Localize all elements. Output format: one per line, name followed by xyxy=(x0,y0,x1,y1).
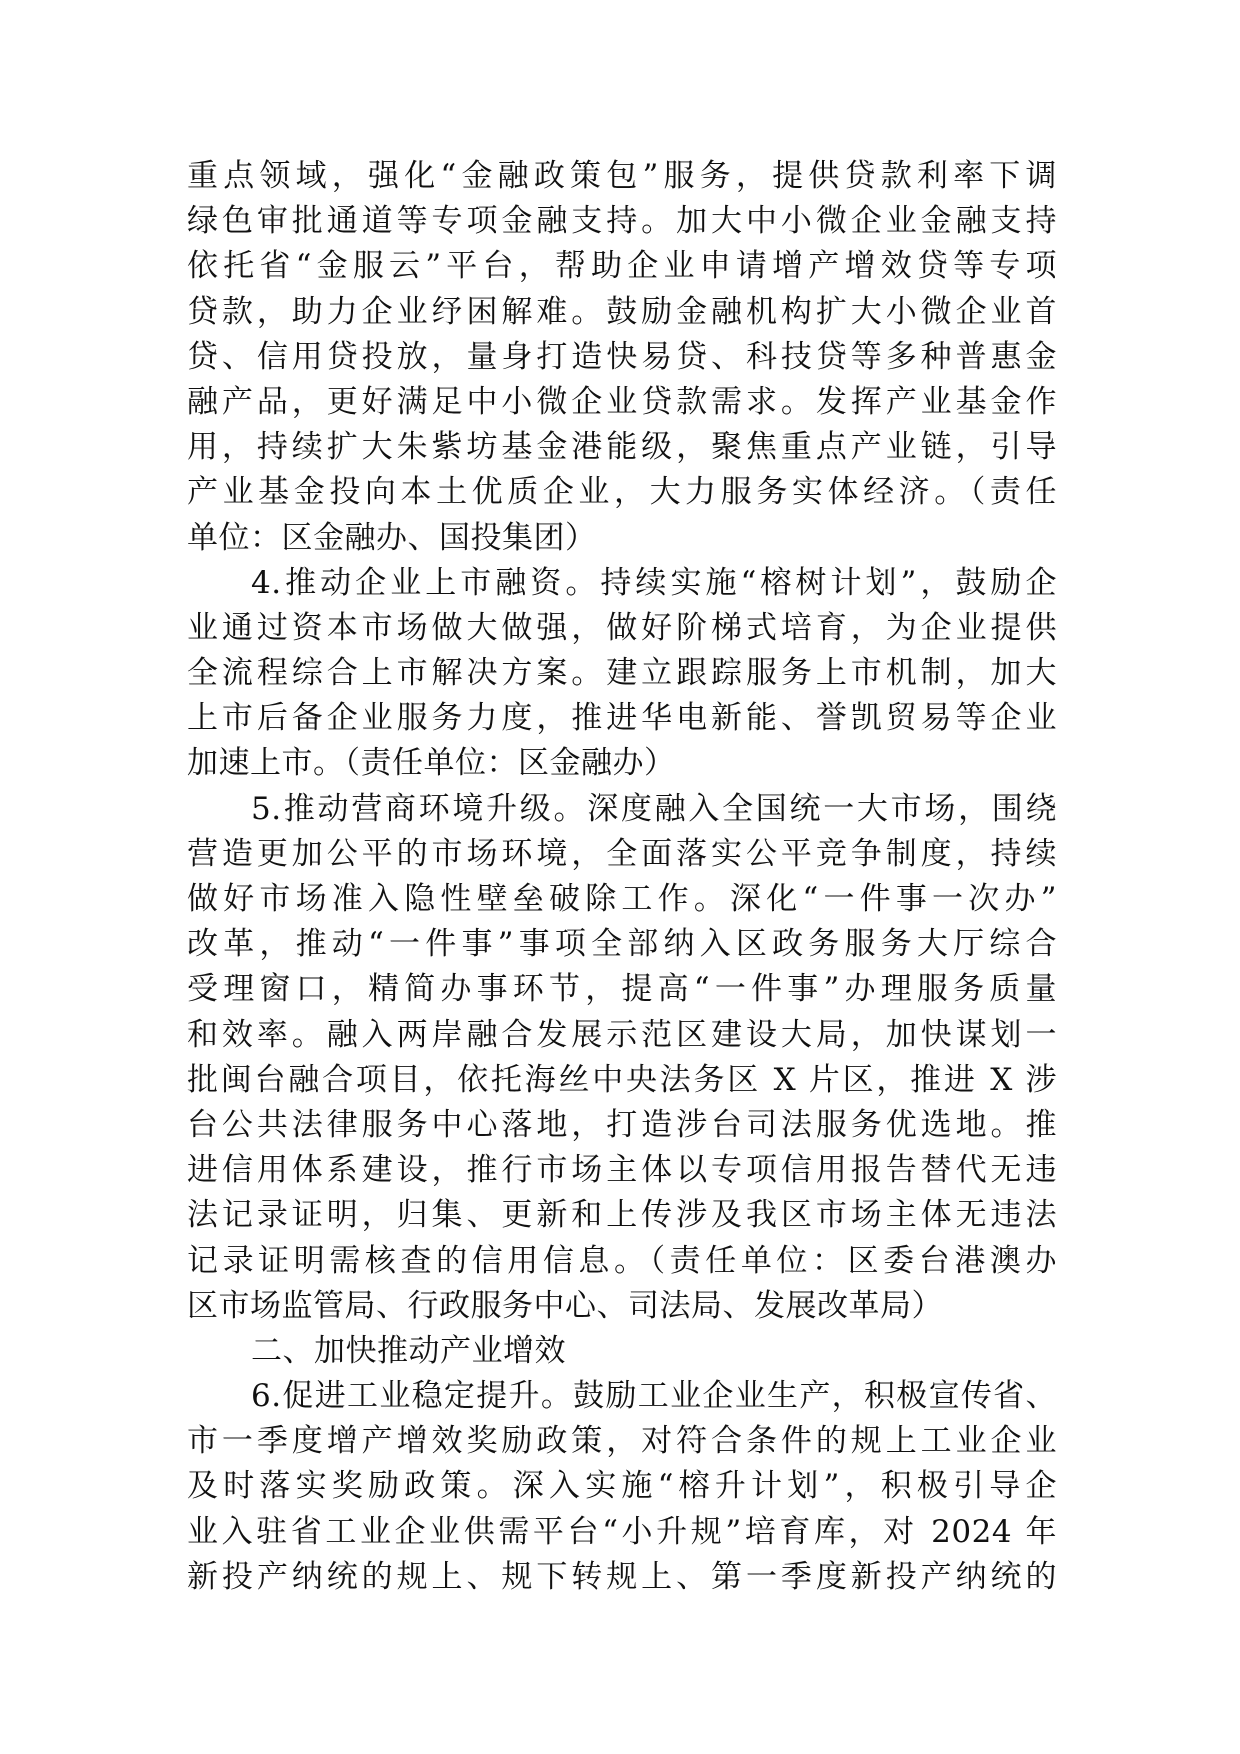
paragraph-first-line: 5.推动营商环境升级。深度融入全国统一大市场，围绕 xyxy=(251,790,1057,827)
document-body xyxy=(187,154,1057,1600)
text-line: 批闽台融合项目，依托海丝中央法务区 X 片区，推进 X 涉 xyxy=(187,1061,1057,1098)
text-line: 融产品，更好满足中小微企业贷款需求。发挥产业基金作 xyxy=(187,383,1057,420)
text-line: 加速上市。（责任单位：区金融办） xyxy=(187,745,676,782)
text-line: 产业基金投向本土优质企业，大力服务实体经济。（责任 xyxy=(187,474,1057,511)
paragraph-first-line: 6.促进工业稳定提升。鼓励工业企业生产，积极宣传省、 xyxy=(251,1378,1057,1415)
text-line: 区市场监管局、行政服务中心、司法局、发展改革局） xyxy=(187,1287,943,1324)
text-line: 业通过资本市场做大做强，做好阶梯式培育，为企业提供 xyxy=(187,609,1057,646)
text-line: 改革，推动“一件事”事项全部纳入区政务服务大厅综合 xyxy=(187,926,1057,963)
text-line: 法记录证明，归集、更新和上传涉及我区市场主体无违法 xyxy=(187,1197,1057,1234)
text-line: 受理窗口，精简办事环节，提高“一件事”办理服务质量 xyxy=(187,971,1057,1008)
text-line: 重点领域，强化“金融政策包”服务，提供贷款利率下调 xyxy=(187,158,1057,194)
text-line: 依托省“金服云”平台，帮助企业申请增产增效贷等专项 xyxy=(187,248,1057,285)
text-line: 新投产纳统的规上、规下转规上、第一季度新投产纳统的 xyxy=(187,1558,1057,1595)
text-line: 单位：区金融办、国投集团） xyxy=(187,519,597,556)
paragraph-first-line: 4.推动企业上市融资。持续实施“榕树计划”，鼓励企 xyxy=(251,564,1057,601)
paragraph-first-line: 二、加快推动产业增效 xyxy=(251,1332,566,1369)
text-line: 贷、信用贷投放，量身打造快易贷、科技贷等多种普惠金 xyxy=(187,338,1057,375)
text-line: 市一季度增产增效奖励政策，对符合条件的规上工业企业 xyxy=(187,1423,1057,1460)
text-line: 进信用体系建设，推行市场主体以专项信用报告替代无违 xyxy=(187,1152,1057,1189)
text-line: 绿色审批通道等专项金融支持。加大中小微企业金融支持 xyxy=(187,203,1057,240)
text-line: 全流程综合上市解决方案。建立跟踪服务上市机制，加大 xyxy=(187,655,1057,692)
text-line: 及时落实奖励政策。深入实施“榕升计划”，积极引导企 xyxy=(187,1468,1057,1505)
text-line: 用，持续扩大朱紫坊基金港能级，聚焦重点产业链，引导 xyxy=(187,429,1057,466)
text-line: 和效率。融入两岸融合发展示范区建设大局，加快谋划一 xyxy=(187,1016,1057,1053)
text-line: 做好市场准入隐性壁垒破除工作。深化“一件事一次办” xyxy=(187,881,1057,917)
text-line: 贷款，助力企业纾困解难。鼓励金融机构扩大小微企业首 xyxy=(187,293,1057,330)
text-line: 台公共法律服务中心落地，打造涉台司法服务优选地。推 xyxy=(187,1106,1057,1143)
text-line: 营造更加公平的市场环境，全面落实公平竞争制度，持续 xyxy=(187,835,1057,872)
text-line: 记录证明需核查的信用信息。（责任单位：区委台港澳办 xyxy=(187,1242,1057,1279)
text-line: 上市后备企业服务力度，推进华电新能、誉凯贸易等企业 xyxy=(187,700,1057,737)
text-line: 业入驻省工业企业供需平台“小升规”培育库，对 2024 年 xyxy=(187,1513,1057,1550)
